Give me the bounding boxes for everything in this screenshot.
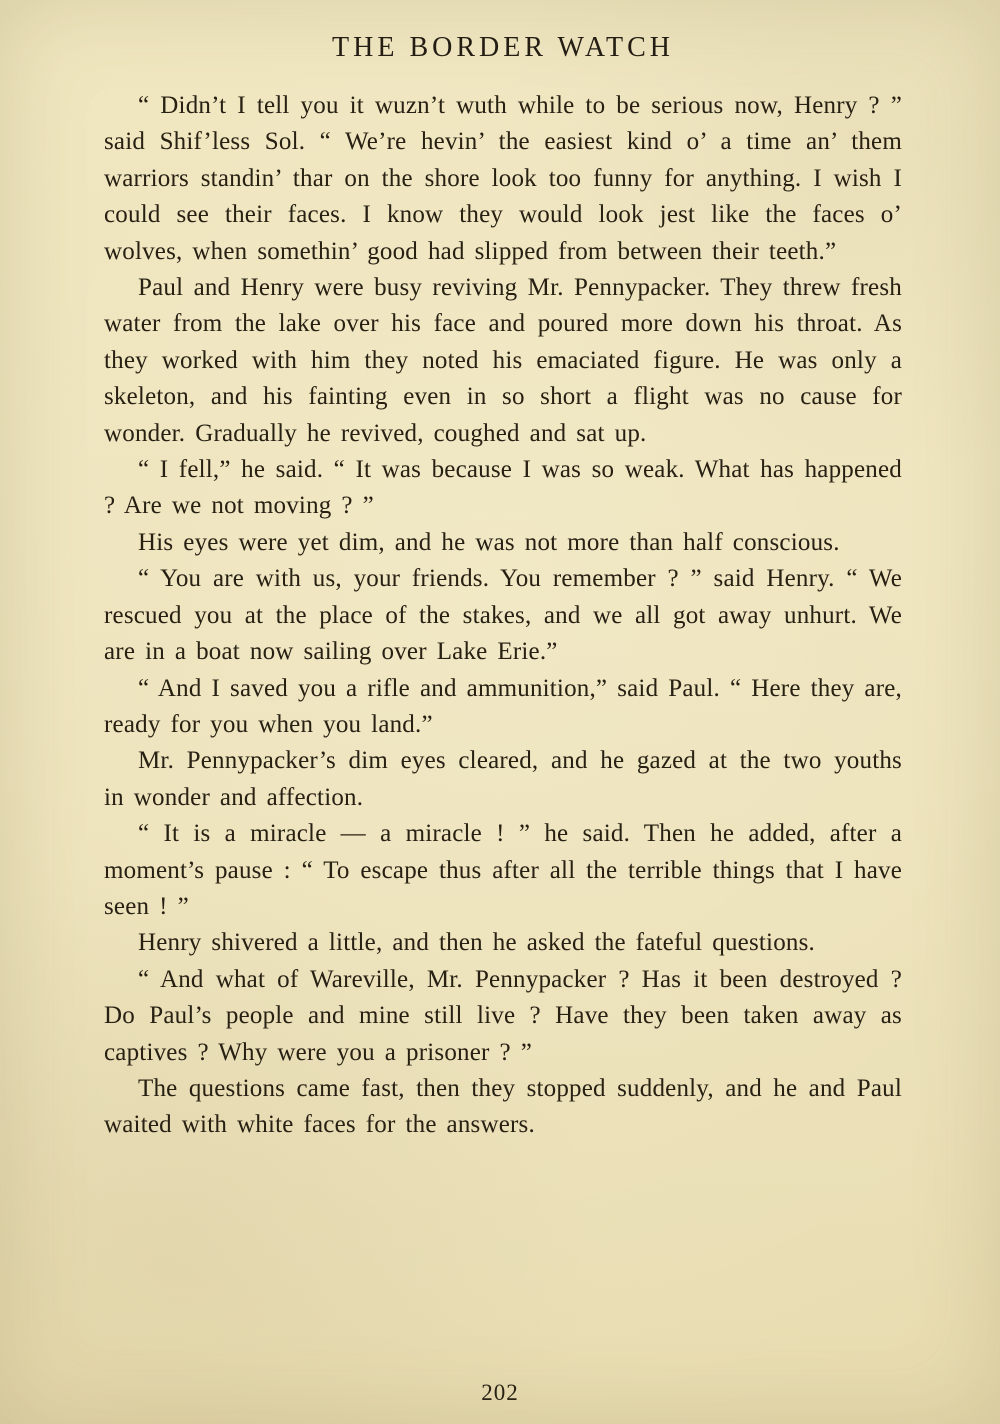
running-header: THE BORDER WATCH: [332, 32, 674, 63]
paragraph: Mr. Pennypacker’s dim eyes cleared, and he gazed at the two youths in wonder and affection.: [104, 747, 902, 811]
paragraph: “ And I saved you a rifle and ammunition,” said Paul. “ Here they are, ready for you when you land.”: [104, 674, 902, 738]
paragraph: “ And what of Wareville, Mr. Pennypacker ? Has it been destroyed ? Do Paul’s people and mine still live ? Have they been taken away as captives ? Why were you a prisoner ? ”: [104, 965, 902, 1066]
paragraph: Henry shivered a little, and then he asked the fateful questions.: [138, 929, 815, 957]
paragraph: “ Didn’t I tell you it wuzn’t wuth while to be serious now, Henry ? ” said Shif’less Sol. “ We’re hevin’ the easiest kind o’ a time an’ them warriors standin’ thar on the shore look too funny for anything. I wish I could see their faces. I know they would look jest like the faces o’ wolves, when somethin’ good had slipped from between their teeth.”: [104, 92, 902, 265]
paragraph: “ It is a miracle — a miracle ! ” he said. Then he added, after a moment’s pause : “ To escape thus after all the terrible things that I have seen ! ”: [104, 820, 902, 920]
paragraph: “ You are with us, your friends. You remember ? ” said Henry. “ We rescued you at the place of the stakes, and we all got away unhurt. We are in a boat now sailing over Lake Erie.”: [104, 565, 902, 666]
paragraph: “ I fell,” he said. “ It was because I was so weak. What has happened ? Are we not moving ? ”: [104, 456, 902, 520]
page-number: 202: [481, 1380, 519, 1405]
paragraph: His eyes were yet dim, and he was not more than half conscious.: [138, 528, 840, 556]
paragraph: The questions came fast, then they stopped suddenly, and he and Paul waited with white faces for the answers.: [104, 1074, 902, 1139]
paragraph: Paul and Henry were busy reviving Mr. Pennypacker. They threw fresh water from the lake over his face and poured more down his throat. As they worked with him they noted his emaciated figure. He was only a skeleton, and his fainting even in so short a flight was no cause for wonder. Gradually he revived, coughed and sat up.: [104, 274, 902, 447]
page-body: [104, 88, 902, 1144]
